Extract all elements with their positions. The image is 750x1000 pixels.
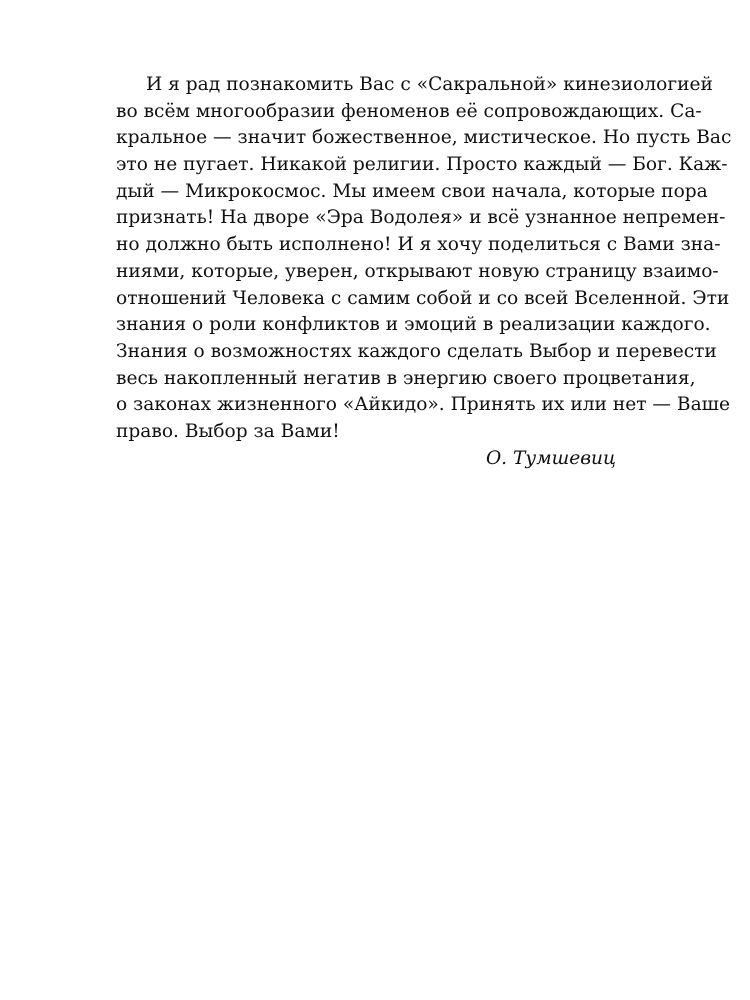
text-line: право. Выбор за Вами! bbox=[116, 420, 340, 442]
text-line: И я рад познакомить Вас с «Сакральной» кинезиологией bbox=[146, 74, 713, 95]
author-signature: О. Тумшевиц bbox=[485, 447, 616, 469]
text-line: Знания о возможностях каждого сделать Выбор и перевести bbox=[116, 340, 717, 362]
text-line: отношений Человека с самим собой и со всей Вселенной. Эти bbox=[116, 287, 730, 309]
text-line: во всём многообразии феноменов её сопровождающих. Са- bbox=[116, 100, 702, 122]
text-line: о законах жизненного «Айкидо». Принять их или нет — Ваше bbox=[116, 394, 730, 416]
text-line: но должно быть исполнено! И я хочу поделиться с Вами зна- bbox=[116, 234, 721, 256]
text-line: весь накопленный негатив в энергию своего процветания, bbox=[116, 367, 696, 389]
text-line: ниями, которые, уверен, открывают новую страницу взаимо- bbox=[116, 260, 719, 282]
text-line: знания о роли конфликтов и эмоций в реализации каждого. bbox=[116, 314, 711, 336]
text-line: это не пугает. Никакой религии. Просто каждый — Бог. Каж- bbox=[116, 154, 728, 176]
paragraph bbox=[116, 72, 732, 472]
text-line: признать! На дворе «Эра Водолея» и всё узнанное непремен- bbox=[116, 207, 726, 229]
text-line: кральное — значит божественное, мистическое. Но пусть Вас bbox=[116, 127, 732, 149]
text-line: дый — Микрокосмос. Мы имеем свои начала, которые пора bbox=[116, 180, 708, 202]
